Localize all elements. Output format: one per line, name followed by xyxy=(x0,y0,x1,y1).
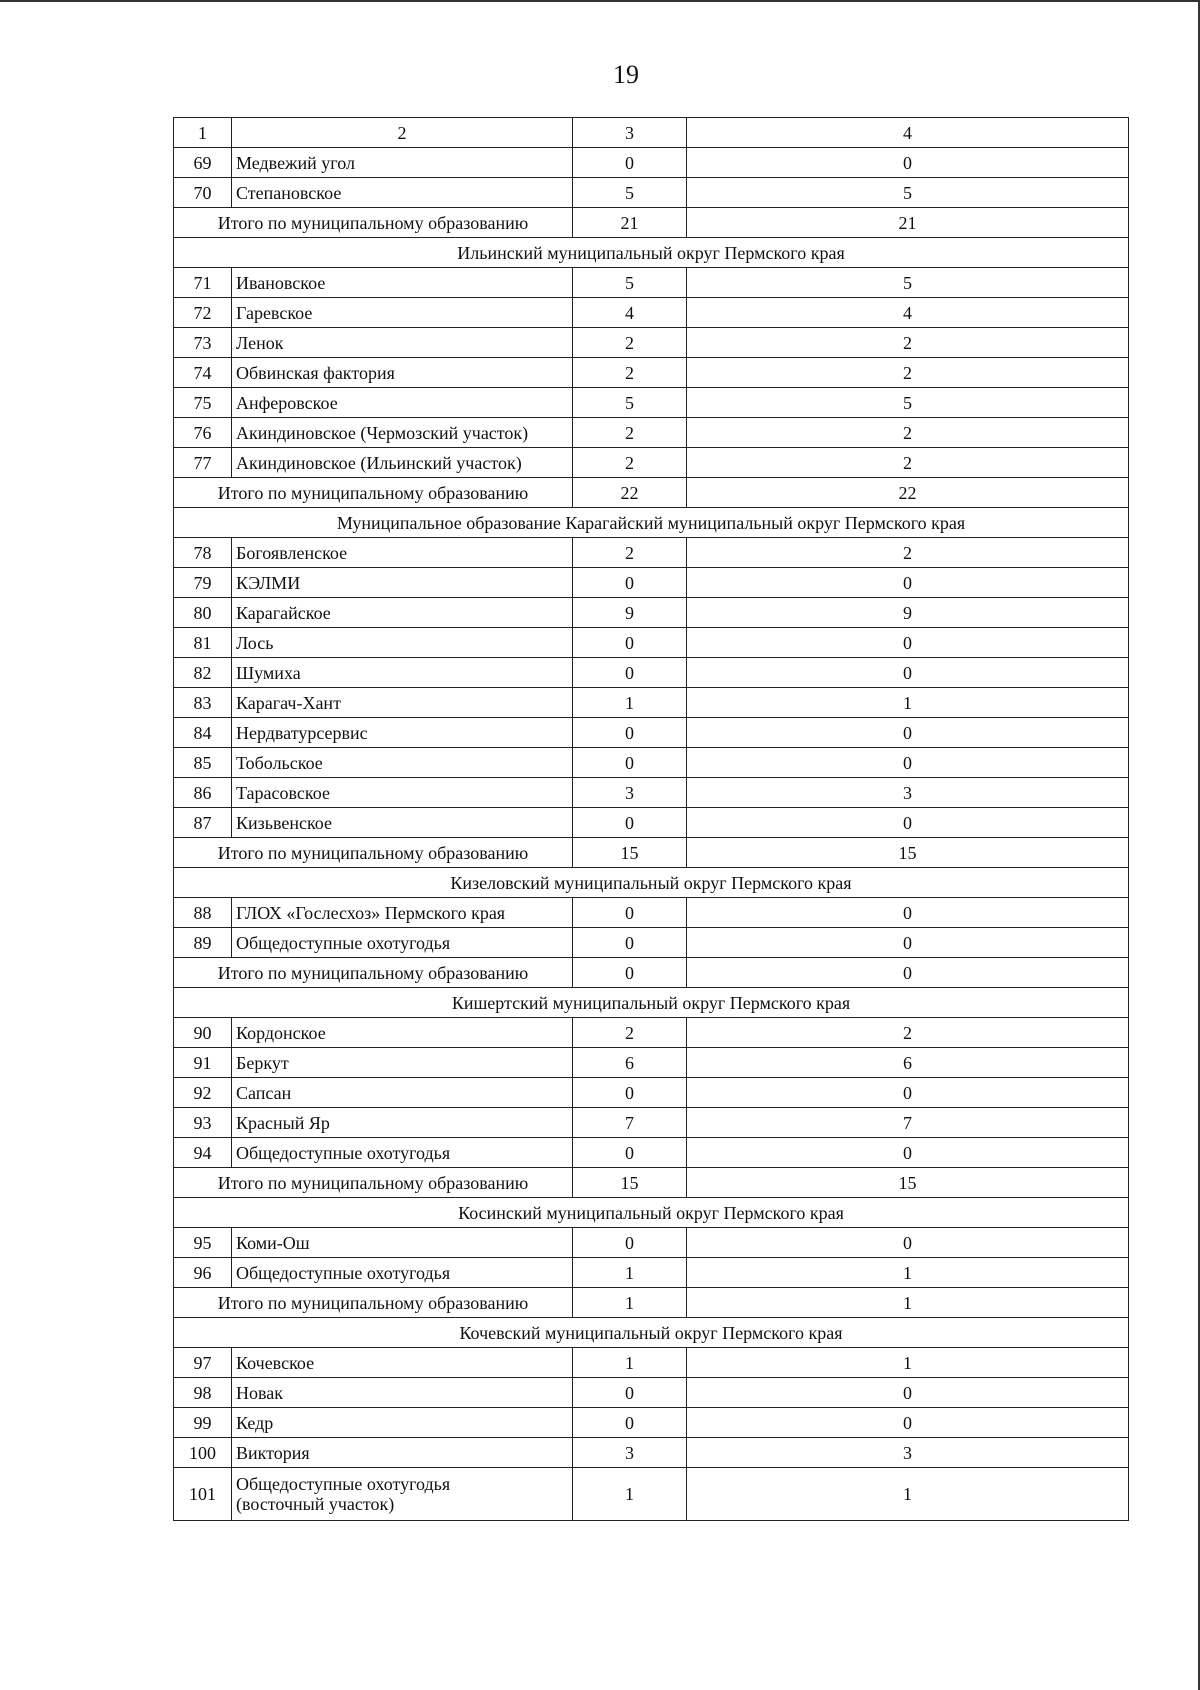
row-name xyxy=(232,448,573,478)
row-number: 89 xyxy=(174,928,232,958)
row-name-text: Обвинская фактория xyxy=(236,362,395,383)
row-value-col3: 3 xyxy=(573,778,687,808)
row-name xyxy=(232,298,573,328)
row-value-col4: 0 xyxy=(687,148,1129,178)
section-header-row xyxy=(174,868,1129,898)
row-value-col3: 0 xyxy=(573,1078,687,1108)
row-value-col3: 2 xyxy=(573,358,687,388)
row-number: 94 xyxy=(174,1138,232,1168)
column-number-3: 3 xyxy=(573,118,687,148)
column-number-2: 2 xyxy=(232,118,573,148)
row-value-col3: 0 xyxy=(573,898,687,928)
row-number: 71 xyxy=(174,268,232,298)
row-name xyxy=(232,418,573,448)
row-name-text: Акиндиновское (Ильинский участок) xyxy=(236,452,522,473)
row-name xyxy=(232,598,573,628)
row-value-col3: 0 xyxy=(573,1378,687,1408)
row-name xyxy=(232,1378,573,1408)
table-row xyxy=(174,448,1129,478)
row-value-col4: 0 xyxy=(687,748,1129,778)
row-value-col3: 1 xyxy=(573,688,687,718)
row-value-col4: 0 xyxy=(687,808,1129,838)
row-value-col3: 2 xyxy=(573,448,687,478)
row-value-col4: 2 xyxy=(687,418,1129,448)
row-name-text: Карагач-Хант xyxy=(236,692,341,713)
row-number: 88 xyxy=(174,898,232,928)
total-row xyxy=(174,1288,1129,1318)
row-number: 82 xyxy=(174,658,232,688)
row-name xyxy=(232,268,573,298)
row-value-col4: 0 xyxy=(687,898,1129,928)
table-row xyxy=(174,598,1129,628)
row-name xyxy=(232,898,573,928)
row-number: 99 xyxy=(174,1408,232,1438)
table-row xyxy=(174,688,1129,718)
row-name-text: Богоявленское xyxy=(236,542,348,563)
row-value-col4: 1 xyxy=(687,688,1129,718)
column-number-row xyxy=(174,118,1129,148)
row-value-col4: 0 xyxy=(687,1408,1129,1438)
row-name-text: Виктория xyxy=(236,1442,310,1463)
table-row xyxy=(174,1468,1129,1521)
row-name-text: Ивановское xyxy=(236,272,326,293)
row-value-col4: 7 xyxy=(687,1108,1129,1138)
row-number: 74 xyxy=(174,358,232,388)
row-number: 98 xyxy=(174,1378,232,1408)
row-name-text: Степановское xyxy=(236,182,342,203)
table-row xyxy=(174,808,1129,838)
row-number: 90 xyxy=(174,1018,232,1048)
row-value-col4: 0 xyxy=(687,658,1129,688)
row-value-col4: 0 xyxy=(687,628,1129,658)
row-value-col3: 0 xyxy=(573,1138,687,1168)
row-value-col4: 5 xyxy=(687,268,1129,298)
row-number: 95 xyxy=(174,1228,232,1258)
row-name xyxy=(232,1048,573,1078)
row-value-col4: 5 xyxy=(687,178,1129,208)
row-name-text: Ленок xyxy=(236,332,284,353)
table-row xyxy=(174,1438,1129,1468)
row-number: 70 xyxy=(174,178,232,208)
row-value-col3: 2 xyxy=(573,418,687,448)
row-number: 92 xyxy=(174,1078,232,1108)
section-title: Кочевский муниципальный округ Пермского края xyxy=(174,1318,1129,1348)
row-value-col3: 9 xyxy=(573,598,687,628)
row-value-col4: 9 xyxy=(687,598,1129,628)
row-number: 84 xyxy=(174,718,232,748)
row-value-col3: 7 xyxy=(573,1108,687,1138)
row-name-text: ГЛОХ «Гослесхоз» Пермского края xyxy=(236,902,506,923)
row-name xyxy=(232,1228,573,1258)
row-value-col4: 1 xyxy=(687,1468,1129,1521)
table-row xyxy=(174,538,1129,568)
table-row xyxy=(174,658,1129,688)
row-value-col4: 2 xyxy=(687,538,1129,568)
section-header-row xyxy=(174,988,1129,1018)
table-row xyxy=(174,568,1129,598)
row-value-col3: 5 xyxy=(573,388,687,418)
column-number-4: 4 xyxy=(687,118,1129,148)
total-label: Итого по муниципальному образованию xyxy=(174,838,573,868)
row-name-text: Тарасовское xyxy=(236,782,330,803)
row-name-text: Медвежий угол xyxy=(236,152,355,173)
row-value-col3: 0 xyxy=(573,928,687,958)
row-name xyxy=(232,1108,573,1138)
row-number: 73 xyxy=(174,328,232,358)
total-row xyxy=(174,1168,1129,1198)
row-value-col3: 1 xyxy=(573,1468,687,1521)
row-name-text: Акиндиновское (Чермозский участок) xyxy=(236,422,529,443)
table-row xyxy=(174,628,1129,658)
row-name-text: Общедоступные охотугодья xyxy=(236,1474,451,1494)
table-row xyxy=(174,1258,1129,1288)
row-number: 80 xyxy=(174,598,232,628)
row-value-col3: 2 xyxy=(573,1018,687,1048)
total-label: Итого по муниципальному образованию xyxy=(174,478,573,508)
table-row xyxy=(174,328,1129,358)
row-name xyxy=(232,1408,573,1438)
row-name xyxy=(232,178,573,208)
row-name xyxy=(232,1348,573,1378)
total-value-col3: 1 xyxy=(573,1288,687,1318)
row-name-text: Общедоступные охотугодья xyxy=(236,1142,451,1163)
table-row xyxy=(174,1108,1129,1138)
row-value-col3: 1 xyxy=(573,1348,687,1378)
row-value-col3: 0 xyxy=(573,748,687,778)
row-value-col3: 0 xyxy=(573,148,687,178)
section-title: Кишертский муниципальный округ Пермского края xyxy=(174,988,1129,1018)
total-value-col4: 15 xyxy=(687,1168,1129,1198)
row-number: 78 xyxy=(174,538,232,568)
total-value-col4: 22 xyxy=(687,478,1129,508)
row-value-col4: 2 xyxy=(687,1018,1129,1048)
table-row xyxy=(174,268,1129,298)
table-row xyxy=(174,358,1129,388)
row-number: 97 xyxy=(174,1348,232,1378)
column-number-1: 1 xyxy=(174,118,232,148)
total-label: Итого по муниципальному образованию xyxy=(174,958,573,988)
row-name xyxy=(232,658,573,688)
total-value-col3: 22 xyxy=(573,478,687,508)
row-name xyxy=(232,358,573,388)
row-number: 85 xyxy=(174,748,232,778)
row-number: 93 xyxy=(174,1108,232,1138)
row-name-text: Лось xyxy=(236,632,274,653)
row-name-text: Анферовское xyxy=(236,392,338,413)
row-name xyxy=(232,1468,573,1521)
row-value-col3: 3 xyxy=(573,1438,687,1468)
row-value-col4: 1 xyxy=(687,1348,1129,1378)
total-value-col4: 0 xyxy=(687,958,1129,988)
row-name-text: Шумиха xyxy=(236,662,301,683)
table-row xyxy=(174,1018,1129,1048)
row-name-text: Нердватурсервис xyxy=(236,722,368,743)
row-name xyxy=(232,718,573,748)
row-value-col3: 1 xyxy=(573,1258,687,1288)
row-name-text: Сапсан xyxy=(236,1082,292,1103)
row-value-col4: 4 xyxy=(687,298,1129,328)
row-number: 87 xyxy=(174,808,232,838)
table-row xyxy=(174,1138,1129,1168)
total-row xyxy=(174,208,1129,238)
row-value-col4: 0 xyxy=(687,1138,1129,1168)
row-value-col3: 0 xyxy=(573,1408,687,1438)
section-title: Муниципальное образование Карагайский муниципальный округ Пермского края xyxy=(174,508,1129,538)
row-number: 76 xyxy=(174,418,232,448)
row-value-col4: 0 xyxy=(687,928,1129,958)
row-name-text: Кизьвенское xyxy=(236,812,333,833)
section-header-row xyxy=(174,238,1129,268)
total-row xyxy=(174,478,1129,508)
total-label: Итого по муниципальному образованию xyxy=(174,208,573,238)
row-number: 77 xyxy=(174,448,232,478)
total-row xyxy=(174,958,1129,988)
row-value-col4: 3 xyxy=(687,778,1129,808)
total-value-col4: 21 xyxy=(687,208,1129,238)
total-row xyxy=(174,838,1129,868)
row-number: 72 xyxy=(174,298,232,328)
row-value-col3: 0 xyxy=(573,658,687,688)
row-name xyxy=(232,148,573,178)
table-row xyxy=(174,778,1129,808)
section-title: Ильинский муниципальный округ Пермского края xyxy=(174,238,1129,268)
total-value-col3: 15 xyxy=(573,1168,687,1198)
table-row xyxy=(174,298,1129,328)
row-value-col4: 0 xyxy=(687,1228,1129,1258)
row-name-text: Кордонское xyxy=(236,1022,326,1043)
row-number: 75 xyxy=(174,388,232,418)
row-name-text: Общедоступные охотугодья xyxy=(236,932,451,953)
row-number: 69 xyxy=(174,148,232,178)
table-row xyxy=(174,178,1129,208)
table-row xyxy=(174,1228,1129,1258)
row-name-text: Кедр xyxy=(236,1412,274,1433)
row-number: 79 xyxy=(174,568,232,598)
row-name xyxy=(232,1018,573,1048)
row-name-text: Красный Яр xyxy=(236,1112,330,1133)
row-value-col4: 1 xyxy=(687,1258,1129,1288)
row-name xyxy=(232,748,573,778)
row-name-text: Общедоступные охотугодья xyxy=(236,1262,451,1283)
row-value-col3: 5 xyxy=(573,178,687,208)
row-name-text: КЭЛМИ xyxy=(236,572,301,593)
row-value-col3: 2 xyxy=(573,328,687,358)
row-name-text: Новак xyxy=(236,1382,283,1403)
row-value-col4: 3 xyxy=(687,1438,1129,1468)
table-row xyxy=(174,748,1129,778)
total-value-col4: 15 xyxy=(687,838,1129,868)
row-value-col4: 2 xyxy=(687,358,1129,388)
row-number: 83 xyxy=(174,688,232,718)
row-name xyxy=(232,808,573,838)
row-name xyxy=(232,538,573,568)
row-value-col3: 4 xyxy=(573,298,687,328)
row-value-col3: 0 xyxy=(573,808,687,838)
row-value-col4: 0 xyxy=(687,1378,1129,1408)
row-value-col4: 6 xyxy=(687,1048,1129,1078)
table-row xyxy=(174,1048,1129,1078)
row-name xyxy=(232,628,573,658)
section-title: Косинский муниципальный округ Пермского края xyxy=(174,1198,1129,1228)
row-number: 100 xyxy=(174,1438,232,1468)
table-row xyxy=(174,418,1129,448)
row-number: 81 xyxy=(174,628,232,658)
table-row xyxy=(174,718,1129,748)
section-title: Кизеловский муниципальный округ Пермского края xyxy=(174,868,1129,898)
row-value-col3: 0 xyxy=(573,628,687,658)
table-row xyxy=(174,1078,1129,1108)
table-row xyxy=(174,388,1129,418)
row-name-text: Карагайское xyxy=(236,602,331,623)
table-row xyxy=(174,928,1129,958)
row-name-text: Тобольское xyxy=(236,752,323,773)
row-value-col4: 0 xyxy=(687,568,1129,598)
row-name xyxy=(232,1438,573,1468)
total-value-col3: 15 xyxy=(573,838,687,868)
row-value-col4: 0 xyxy=(687,718,1129,748)
row-value-col3: 2 xyxy=(573,538,687,568)
table-body xyxy=(174,118,1129,1521)
row-name xyxy=(232,1258,573,1288)
row-name xyxy=(232,778,573,808)
section-header-row xyxy=(174,1318,1129,1348)
total-value-col3: 0 xyxy=(573,958,687,988)
row-name xyxy=(232,328,573,358)
table-row xyxy=(174,148,1129,178)
row-name-text: Гаревское xyxy=(236,302,313,323)
table-row xyxy=(174,898,1129,928)
row-number: 86 xyxy=(174,778,232,808)
row-number: 91 xyxy=(174,1048,232,1078)
total-label: Итого по муниципальному образованию xyxy=(174,1168,573,1198)
row-name-text-line2: (восточный участок) xyxy=(236,1494,395,1514)
row-value-col3: 5 xyxy=(573,268,687,298)
total-value-col3: 21 xyxy=(573,208,687,238)
row-name-text: Беркут xyxy=(236,1052,289,1073)
total-value-col4: 1 xyxy=(687,1288,1129,1318)
row-value-col3: 0 xyxy=(573,1228,687,1258)
row-name xyxy=(232,928,573,958)
row-value-col4: 5 xyxy=(687,388,1129,418)
row-number: 101 xyxy=(174,1468,232,1521)
row-value-col3: 0 xyxy=(573,718,687,748)
table-row xyxy=(174,1378,1129,1408)
total-label: Итого по муниципальному образованию xyxy=(174,1288,573,1318)
row-name xyxy=(232,1078,573,1108)
page-number: 19 xyxy=(613,60,639,89)
row-name xyxy=(232,688,573,718)
row-value-col4: 2 xyxy=(687,448,1129,478)
table-row xyxy=(174,1348,1129,1378)
scan-edge-top xyxy=(0,0,1200,2)
row-name xyxy=(232,1138,573,1168)
row-name xyxy=(232,568,573,598)
row-name xyxy=(232,388,573,418)
row-value-col4: 2 xyxy=(687,328,1129,358)
section-header-row xyxy=(174,508,1129,538)
row-value-col4: 0 xyxy=(687,1078,1129,1108)
row-value-col3: 6 xyxy=(573,1048,687,1078)
row-name-text: Кочевское xyxy=(236,1352,315,1373)
row-name-text: Коми-Ош xyxy=(236,1232,310,1253)
row-number: 96 xyxy=(174,1258,232,1288)
section-header-row xyxy=(174,1198,1129,1228)
table-row xyxy=(174,1408,1129,1438)
data-table xyxy=(173,117,1129,1521)
row-value-col3: 0 xyxy=(573,568,687,598)
